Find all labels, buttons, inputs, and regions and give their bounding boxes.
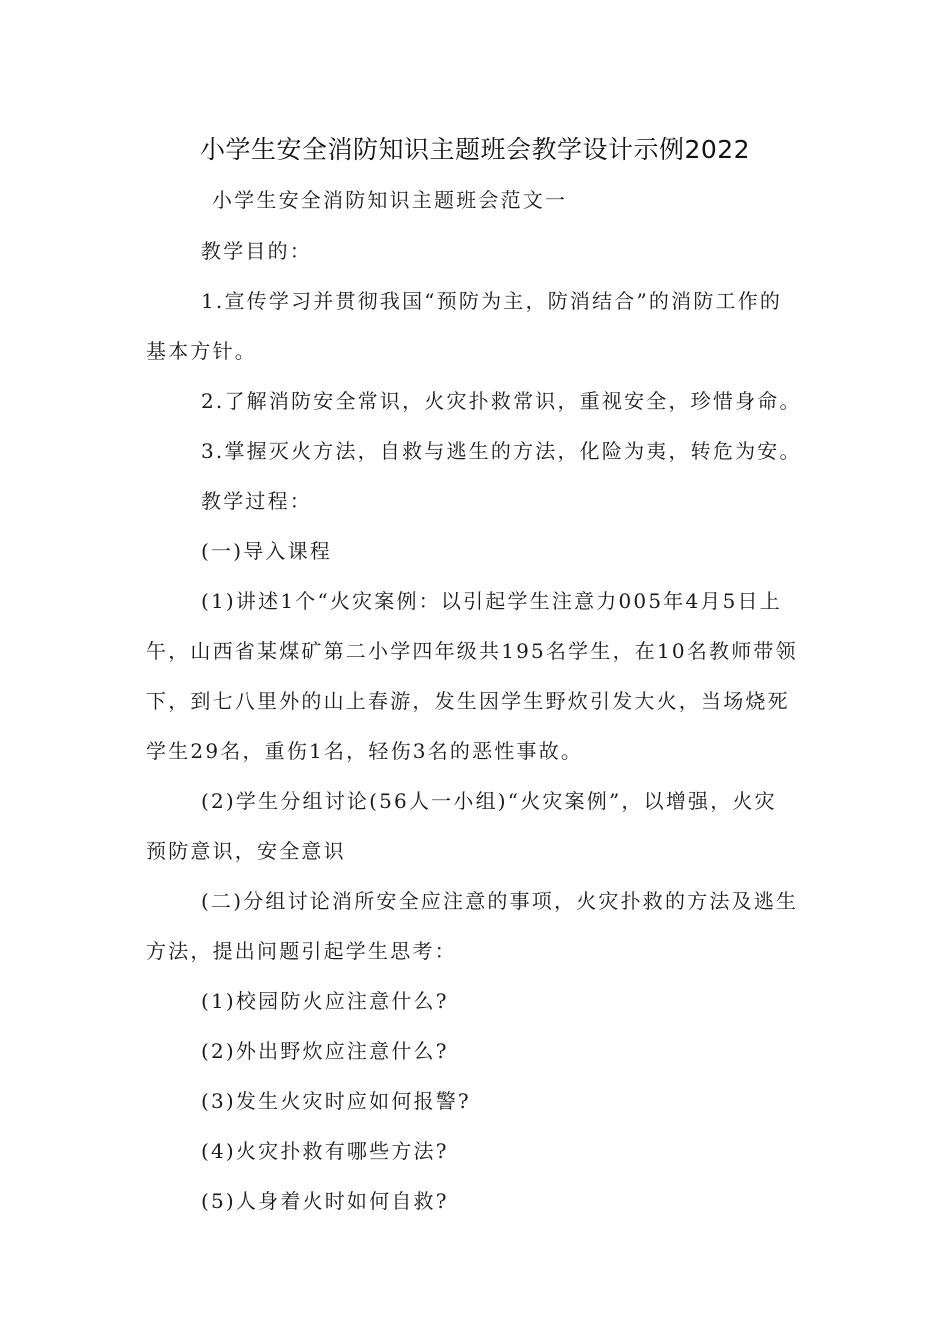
question-item: (4)火灾扑救有哪些方法? — [201, 1139, 449, 1163]
paragraph-line: 下，到七八里外的山上春游，发生因学生野炊引发大火，当场烧死 — [146, 689, 790, 713]
question-item: (3)发生火灾时应如何报警? — [201, 1089, 471, 1113]
document-title: 小学生安全消防知识主题班会教学设计示例2022 — [199, 135, 751, 164]
paragraph-line: 预防意识，安全意识 — [146, 839, 346, 863]
section-heading-objectives: 教学目的： — [201, 239, 312, 263]
paragraph-line: (2)学生分组讨论(56人一小组)“火灾案例”，以增强，火灾 — [201, 789, 777, 813]
paragraph-line: 午，山西省某煤矿第二小学四年级共195名学生，在10名教师带领 — [146, 639, 798, 663]
paragraph-line: 1.宣传学习并贯彻我国“预防为主，防消结合”的消防工作的 — [201, 289, 783, 313]
paragraph-line: 3.掌握灭火方法，自救与逃生的方法，化险为夷，转危为安。 — [201, 439, 802, 463]
paragraph-line: 学生29名，重伤1名，轻伤3名的恶性事故。 — [146, 739, 584, 763]
question-item: (5)人身着火时如何自救? — [201, 1189, 449, 1213]
question-item: (1)校园防火应注意什么? — [201, 989, 449, 1013]
document-subtitle: 小学生安全消防知识主题班会范文一 — [212, 188, 568, 212]
paragraph-line: (1)讲述1个“火灾案例：以引起学生注意力005年4月5日上 — [201, 589, 782, 613]
subsection-heading: (一)导入课程 — [201, 539, 333, 563]
paragraph-line: (二)分组讨论消所安全应注意的事项，火灾扑救的方法及逃生 — [201, 889, 799, 913]
paragraph-line: 基本方针。 — [146, 339, 257, 363]
question-item: (2)外出野炊应注意什么? — [201, 1039, 449, 1063]
paragraph-line: 2.了解消防安全常识，火灾扑救常识，重视安全，珍惜身命。 — [201, 389, 802, 413]
section-heading-process: 教学过程： — [201, 489, 312, 513]
paragraph-line: 方法，提出问题引起学生思考： — [146, 939, 457, 963]
